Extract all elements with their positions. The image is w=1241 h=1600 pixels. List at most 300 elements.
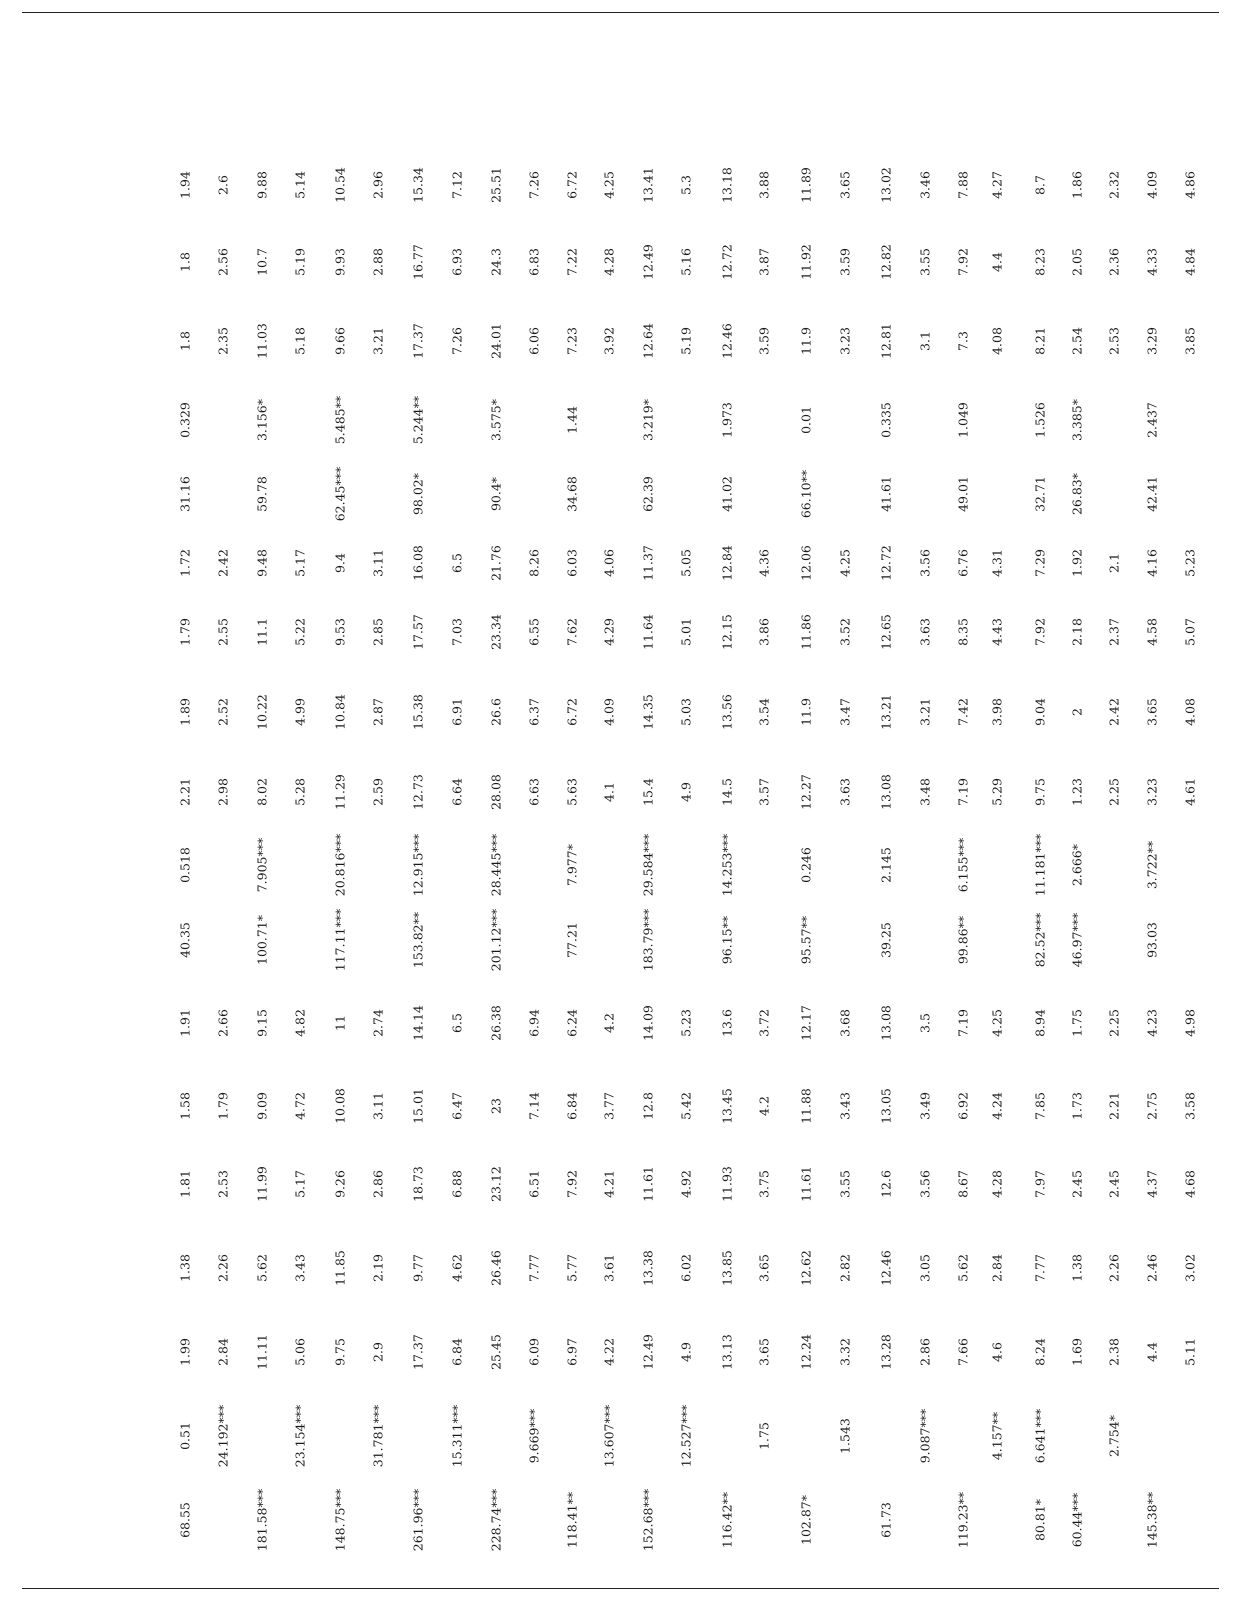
table-cell: 2.88 — [370, 248, 386, 276]
table-cell: 3.23 — [1144, 778, 1160, 806]
table-cell: 3.59 — [756, 327, 772, 355]
table-cell: 28.445*** — [488, 833, 504, 897]
table-cell: 1.38 — [177, 1254, 193, 1282]
table-cell: 3.43 — [837, 1092, 853, 1120]
table-cell: 14.35 — [640, 694, 656, 730]
table-cell: 15.34 — [410, 167, 426, 203]
table-cell: 12.27 — [798, 774, 814, 810]
table-cell: 1.38 — [1069, 1254, 1085, 1282]
table-cell: 13.21 — [878, 694, 894, 730]
table-cell: 2.46 — [1144, 1254, 1160, 1282]
table-cell: 26.46 — [488, 1250, 504, 1286]
table-cell: 3.23 — [837, 327, 853, 355]
table-cell: 3.55 — [917, 248, 933, 276]
table-cell: 4.62 — [449, 1254, 465, 1282]
table-cell: 3.72 — [756, 1009, 772, 1037]
table-cell: 6.47 — [449, 1092, 465, 1120]
table-cell: 11.29 — [332, 774, 348, 810]
table-cell: 2.52 — [215, 698, 231, 726]
table-cell: 3.219* — [640, 398, 656, 442]
table-cell: 11.181*** — [1032, 833, 1048, 897]
table-cell: 2.37 — [1106, 618, 1122, 646]
table-cell: 3.52 — [837, 618, 853, 646]
table-cell: 11.88 — [798, 1088, 814, 1124]
table-cell: 1.79 — [215, 1092, 231, 1120]
table-cell: 1.8 — [177, 331, 193, 351]
table-cell: 3.63 — [837, 778, 853, 806]
table-cell: 4.37 — [1144, 1170, 1160, 1198]
table-cell: 4.09 — [601, 698, 617, 726]
table-cell: 39.25 — [878, 922, 894, 958]
table-cell: 41.02 — [719, 476, 735, 512]
table-cell: 59.78 — [254, 476, 270, 512]
table-cell: 7.3 — [955, 331, 971, 351]
table-cell: 3.98 — [989, 698, 1005, 726]
table-cell: 13.85 — [719, 1250, 735, 1286]
table-cell: 3.65 — [1144, 698, 1160, 726]
table-cell: 12.527*** — [678, 1404, 694, 1468]
table-cell: 117.11*** — [332, 908, 348, 972]
table-cell: 3.46 — [917, 171, 933, 199]
table-cell: 3.85 — [1182, 327, 1198, 355]
table-cell: 9.75 — [332, 1338, 348, 1366]
table-cell: 9.53 — [332, 618, 348, 646]
table-cell: 12.64 — [640, 323, 656, 359]
table-cell: 181.58*** — [254, 1488, 270, 1552]
table-cell: 8.35 — [955, 618, 971, 646]
table-cell: 82.52*** — [1032, 912, 1048, 968]
table-cell: 95.57** — [798, 915, 814, 965]
table-cell: 93.03 — [1144, 922, 1160, 958]
table-cell: 23.154*** — [292, 1404, 308, 1468]
table-cell: 1.92 — [1069, 549, 1085, 577]
table-cell: 68.55 — [177, 1502, 193, 1538]
table-cell: 11.1 — [254, 618, 270, 646]
table-cell: 1.73 — [1069, 1092, 1085, 1120]
table-cell: 183.79*** — [640, 908, 656, 972]
table-cell: 11.03 — [254, 323, 270, 359]
table-cell: 7.905*** — [254, 837, 270, 893]
table-cell: 4.92 — [678, 1170, 694, 1198]
table-cell: 13.08 — [878, 1005, 894, 1041]
table-cell: 3.68 — [837, 1009, 853, 1037]
table-cell: 12.65 — [878, 614, 894, 650]
table-cell: 11.64 — [640, 614, 656, 650]
table-cell: 13.41 — [640, 167, 656, 203]
table-cell: 2.56 — [215, 248, 231, 276]
table-cell: 3.385* — [1069, 398, 1085, 442]
table-cell: 4.58 — [1144, 618, 1160, 646]
table-cell: 3.11 — [370, 549, 386, 577]
table-cell: 102.87* — [798, 1495, 814, 1545]
table-cell: 2.6 — [215, 175, 231, 195]
table-cell: 99.86** — [955, 915, 971, 965]
table-cell: 4.1 — [601, 782, 617, 802]
table-cell: 6.94 — [526, 1009, 542, 1037]
table-cell: 3.87 — [756, 248, 772, 276]
table-cell: 4.36 — [756, 549, 772, 577]
table-cell: 5.485** — [332, 395, 348, 445]
table-cell: 4.09 — [1144, 171, 1160, 199]
table-cell: 2.87 — [370, 698, 386, 726]
table-cell: 9.75 — [1032, 778, 1048, 806]
table-cell: 1.543 — [837, 1418, 853, 1454]
table-cell: 3.575* — [488, 398, 504, 442]
table-cell: 24.3 — [488, 248, 504, 276]
table-cell: 3.55 — [837, 1170, 853, 1198]
table-cell: 11.9 — [798, 698, 814, 726]
table-cell: 9.15 — [254, 1009, 270, 1037]
table-cell: 5.14 — [292, 171, 308, 199]
table-cell: 4.28 — [601, 248, 617, 276]
table-cell: 4.68 — [1182, 1170, 1198, 1198]
table-cell: 15.38 — [410, 694, 426, 730]
table-cell: 6.24 — [564, 1009, 580, 1037]
table-cell: 3.77 — [601, 1092, 617, 1120]
top-rule — [22, 12, 1219, 13]
table-cell: 10.84 — [332, 694, 348, 730]
table-cell: 2.666* — [1069, 843, 1085, 887]
table-cell: 9.09 — [254, 1092, 270, 1120]
table-cell: 16.77 — [410, 244, 426, 280]
table-cell: 4.24 — [989, 1092, 1005, 1120]
table-cell: 5.28 — [292, 778, 308, 806]
table-cell: 6.93 — [449, 248, 465, 276]
table-cell: 6.5 — [449, 553, 465, 573]
table-cell: 6.83 — [526, 248, 542, 276]
table-cell: 6.97 — [564, 1338, 580, 1366]
table-cell: 1.75 — [756, 1422, 772, 1450]
table-cell: 2.1 — [1106, 553, 1122, 573]
table-cell: 2.86 — [370, 1170, 386, 1198]
table-cell: 9.88 — [254, 171, 270, 199]
table-cell: 42.41 — [1144, 476, 1160, 512]
table-cell: 4.23 — [1144, 1009, 1160, 1037]
table-cell: 13.08 — [878, 774, 894, 810]
table-cell: 6.155*** — [955, 837, 971, 893]
table-cell: 23.12 — [488, 1166, 504, 1202]
table-cell: 62.45*** — [332, 466, 348, 522]
table-cell: 1.72 — [177, 549, 193, 577]
table-cell: 3.722** — [1144, 840, 1160, 890]
table-cell: 1.86 — [1069, 171, 1085, 199]
table-cell: 3.05 — [917, 1254, 933, 1282]
table-cell: 2.25 — [1106, 1009, 1122, 1037]
table-cell: 6.5 — [449, 1013, 465, 1033]
table-cell: 7.85 — [1032, 1092, 1048, 1120]
table-cell: 3.63 — [917, 618, 933, 646]
table-cell: 26.6 — [488, 698, 504, 726]
table-cell: 4.99 — [292, 698, 308, 726]
table-cell: 9.66 — [332, 327, 348, 355]
table-cell: 2.36 — [1106, 248, 1122, 276]
table-cell: 4.25 — [601, 171, 617, 199]
table-cell: 0.329 — [177, 402, 193, 438]
table-cell: 12.6 — [878, 1170, 894, 1198]
table-cell: 12.15 — [719, 614, 735, 650]
table-cell: 4.22 — [601, 1338, 617, 1366]
table-cell: 7.977* — [564, 843, 580, 887]
table-cell: 3.49 — [917, 1092, 933, 1120]
table-cell: 6.06 — [526, 327, 542, 355]
table-cell: 1.69 — [1069, 1338, 1085, 1366]
table-cell: 29.584*** — [640, 833, 656, 897]
table-cell: 8.26 — [526, 549, 542, 577]
table-cell: 11 — [332, 1015, 348, 1031]
table-cell: 25.51 — [488, 167, 504, 203]
table-cell: 145.38** — [1144, 1491, 1160, 1549]
table-cell: 3.32 — [837, 1338, 853, 1366]
table-cell: 61.73 — [878, 1502, 894, 1538]
table-cell: 17.37 — [410, 1334, 426, 1370]
table-cell: 6.84 — [564, 1092, 580, 1120]
table-cell: 12.46 — [719, 323, 735, 359]
table-cell: 12.81 — [878, 323, 894, 359]
table-cell: 7.29 — [1032, 549, 1048, 577]
table-cell: 15.311*** — [449, 1404, 465, 1468]
table-cell: 14.5 — [719, 778, 735, 806]
table-cell: 40.35 — [177, 922, 193, 958]
table-cell: 118.41** — [564, 1491, 580, 1549]
table-cell: 9.669*** — [526, 1408, 542, 1464]
table-cell: 5.62 — [254, 1254, 270, 1282]
table-cell: 2.59 — [370, 778, 386, 806]
table-cell: 7.66 — [955, 1338, 971, 1366]
table-cell: 3.21 — [917, 698, 933, 726]
table-cell: 3.57 — [756, 778, 772, 806]
table-cell: 34.68 — [564, 476, 580, 512]
table-cell: 12.49 — [640, 244, 656, 280]
table-cell: 9.4 — [332, 553, 348, 573]
table-cell: 7.97 — [1032, 1170, 1048, 1198]
table-cell: 7.88 — [955, 171, 971, 199]
table-cell: 7.62 — [564, 618, 580, 646]
table-cell: 2.437 — [1144, 402, 1160, 438]
table-cell: 3.58 — [1182, 1092, 1198, 1120]
table-cell: 13.28 — [878, 1334, 894, 1370]
table-cell: 12.8 — [640, 1092, 656, 1120]
table-cell: 11.61 — [640, 1166, 656, 1202]
table-cell: 1.44 — [564, 406, 580, 434]
table-cell: 2.42 — [1106, 698, 1122, 726]
table-cell: 7.26 — [449, 327, 465, 355]
table-cell: 8.23 — [1032, 248, 1048, 276]
table-cell: 2.85 — [370, 618, 386, 646]
table-cell: 0.51 — [177, 1422, 193, 1450]
table-cell: 5.03 — [678, 698, 694, 726]
table-cell: 49.01 — [955, 476, 971, 512]
table-cell: 11.37 — [640, 545, 656, 581]
table-cell: 3.43 — [292, 1254, 308, 1282]
table-cell: 8.02 — [254, 778, 270, 806]
table-cell: 2.25 — [1106, 778, 1122, 806]
table-cell: 3.11 — [370, 1092, 386, 1120]
table-cell: 4.31 — [989, 549, 1005, 577]
table-cell: 5.23 — [678, 1009, 694, 1037]
table-cell: 8.21 — [1032, 327, 1048, 355]
table-cell: 13.56 — [719, 694, 735, 730]
table-cell: 12.82 — [878, 244, 894, 280]
table-cell: 12.72 — [878, 545, 894, 581]
table-cell: 5.18 — [292, 327, 308, 355]
table-cell: 5.07 — [1182, 618, 1198, 646]
table-cell: 21.76 — [488, 545, 504, 581]
table-cell: 7.77 — [526, 1254, 542, 1282]
table-cell: 5.63 — [564, 778, 580, 806]
table-cell: 2.9 — [370, 1342, 386, 1362]
table-cell: 7.92 — [564, 1170, 580, 1198]
table-cell: 5.77 — [564, 1254, 580, 1282]
table-cell: 17.37 — [410, 323, 426, 359]
table-cell: 96.15** — [719, 915, 735, 965]
table-cell: 9.93 — [332, 248, 348, 276]
table-cell: 2.32 — [1106, 171, 1122, 199]
table-cell: 41.61 — [878, 476, 894, 512]
table-cell: 5.23 — [1182, 549, 1198, 577]
table-cell: 2.05 — [1069, 248, 1085, 276]
table-cell: 2.82 — [837, 1254, 853, 1282]
table-cell: 23.34 — [488, 614, 504, 650]
table-cell: 1.049 — [955, 402, 971, 438]
table-cell: 2.19 — [370, 1254, 386, 1282]
table-cell: 4.9 — [678, 782, 694, 802]
table-cell: 10.7 — [254, 248, 270, 276]
table-cell: 3.47 — [837, 698, 853, 726]
table-cell: 4.61 — [1182, 778, 1198, 806]
table-cell: 2.35 — [215, 327, 231, 355]
table-cell: 1.99 — [177, 1338, 193, 1366]
table-cell: 1.75 — [1069, 1009, 1085, 1037]
table-cell: 11.85 — [332, 1250, 348, 1286]
table-cell: 7.26 — [526, 171, 542, 199]
table-cell: 16.08 — [410, 545, 426, 581]
table-cell: 5.17 — [292, 549, 308, 577]
table-cell: 20.816*** — [332, 833, 348, 897]
table-cell: 17.57 — [410, 614, 426, 650]
table-cell: 1.973 — [719, 402, 735, 438]
table-cell: 9.48 — [254, 549, 270, 577]
table-cell: 2.74 — [370, 1009, 386, 1037]
table-cell: 2.26 — [215, 1254, 231, 1282]
table-cell: 5.62 — [955, 1254, 971, 1282]
table-cell: 32.71 — [1032, 476, 1048, 512]
table-cell: 148.75*** — [332, 1488, 348, 1552]
table-cell: 4.33 — [1144, 248, 1160, 276]
table-cell: 7.03 — [449, 618, 465, 646]
table-cell: 7.42 — [955, 698, 971, 726]
table-cell: 4.08 — [989, 327, 1005, 355]
table-cell: 98.02* — [410, 472, 426, 516]
table-cell: 261.96*** — [410, 1488, 426, 1552]
table-cell: 2.145 — [878, 847, 894, 883]
table-cell: 2.45 — [1069, 1170, 1085, 1198]
table-cell: 3.65 — [756, 1338, 772, 1366]
table-cell: 10.22 — [254, 694, 270, 730]
table-cell: 2 — [1069, 708, 1085, 716]
table-cell: 5.05 — [678, 549, 694, 577]
table-cell: 0.335 — [878, 402, 894, 438]
table-cell: 5.16 — [678, 248, 694, 276]
table-cell: 12.17 — [798, 1005, 814, 1041]
table-cell: 6.88 — [449, 1170, 465, 1198]
table-cell: 12.46 — [878, 1250, 894, 1286]
table-cell: 46.97*** — [1069, 912, 1085, 968]
table-cell: 13.6 — [719, 1009, 735, 1037]
table-cell: 3.5 — [917, 1013, 933, 1033]
table-cell: 12.915*** — [410, 833, 426, 897]
bottom-rule — [22, 1588, 1219, 1589]
table-cell: 1.58 — [177, 1092, 193, 1120]
table-cell: 4.86 — [1182, 171, 1198, 199]
table-cell: 8.94 — [1032, 1009, 1048, 1037]
table-cell: 8.24 — [1032, 1338, 1048, 1366]
table-cell: 9.04 — [1032, 698, 1048, 726]
table-cell: 15.01 — [410, 1088, 426, 1124]
table-cell: 3.29 — [1144, 327, 1160, 355]
table-cell: 66.10** — [798, 469, 814, 519]
table-cell: 11.86 — [798, 614, 814, 650]
table-cell: 4.9 — [678, 1342, 694, 1362]
table-cell: 6.63 — [526, 778, 542, 806]
table-cell: 2.54 — [1069, 327, 1085, 355]
table-cell: 12.73 — [410, 774, 426, 810]
table-cell: 11.11 — [254, 1334, 270, 1370]
table-cell: 4.6 — [989, 1342, 1005, 1362]
table-cell: 3.56 — [917, 1170, 933, 1198]
table-cell: 23 — [488, 1098, 504, 1114]
table-cell: 13.05 — [878, 1088, 894, 1124]
table-cell: 100.71* — [254, 915, 270, 965]
table-cell: 6.51 — [526, 1170, 542, 1198]
table-cell: 3.59 — [837, 248, 853, 276]
table-cell: 3.92 — [601, 327, 617, 355]
table-cell: 1.94 — [177, 171, 193, 199]
table-cell: 25.45 — [488, 1334, 504, 1370]
table-cell: 3.1 — [917, 331, 933, 351]
table-cell: 60.44*** — [1069, 1492, 1085, 1548]
table-cell: 5.17 — [292, 1170, 308, 1198]
table-cell: 4.06 — [601, 549, 617, 577]
table-cell: 153.82** — [410, 911, 426, 969]
table-cell: 4.4 — [1144, 1342, 1160, 1362]
table-cell: 14.14 — [410, 1005, 426, 1041]
table-cell: 3.88 — [756, 171, 772, 199]
table-cell: 5.06 — [292, 1338, 308, 1366]
table-cell: 4.25 — [989, 1009, 1005, 1037]
table-cell: 13.45 — [719, 1088, 735, 1124]
table-cell: 6.55 — [526, 618, 542, 646]
table-cell: 7.19 — [955, 1009, 971, 1037]
table-cell: 4.82 — [292, 1009, 308, 1037]
table-cell: 2.75 — [1144, 1092, 1160, 1120]
table-cell: 2.21 — [177, 778, 193, 806]
table-cell: 0.518 — [177, 847, 193, 883]
table-cell: 7.77 — [1032, 1254, 1048, 1282]
table-cell: 15.4 — [640, 778, 656, 806]
table-cell: 6.72 — [564, 698, 580, 726]
table-cell: 116.42** — [719, 1491, 735, 1549]
table-cell: 11.89 — [798, 167, 814, 203]
table-cell: 26.38 — [488, 1005, 504, 1041]
table-cell: 0.246 — [798, 847, 814, 883]
table-cell: 2.84 — [215, 1338, 231, 1366]
table-cell: 5.244** — [410, 395, 426, 445]
table-cell: 31.781*** — [370, 1404, 386, 1468]
table-cell: 2.26 — [1106, 1254, 1122, 1282]
table-cell: 4.4 — [989, 252, 1005, 272]
table-cell: 11.9 — [798, 327, 814, 355]
table-cell: 14.253*** — [719, 833, 735, 897]
